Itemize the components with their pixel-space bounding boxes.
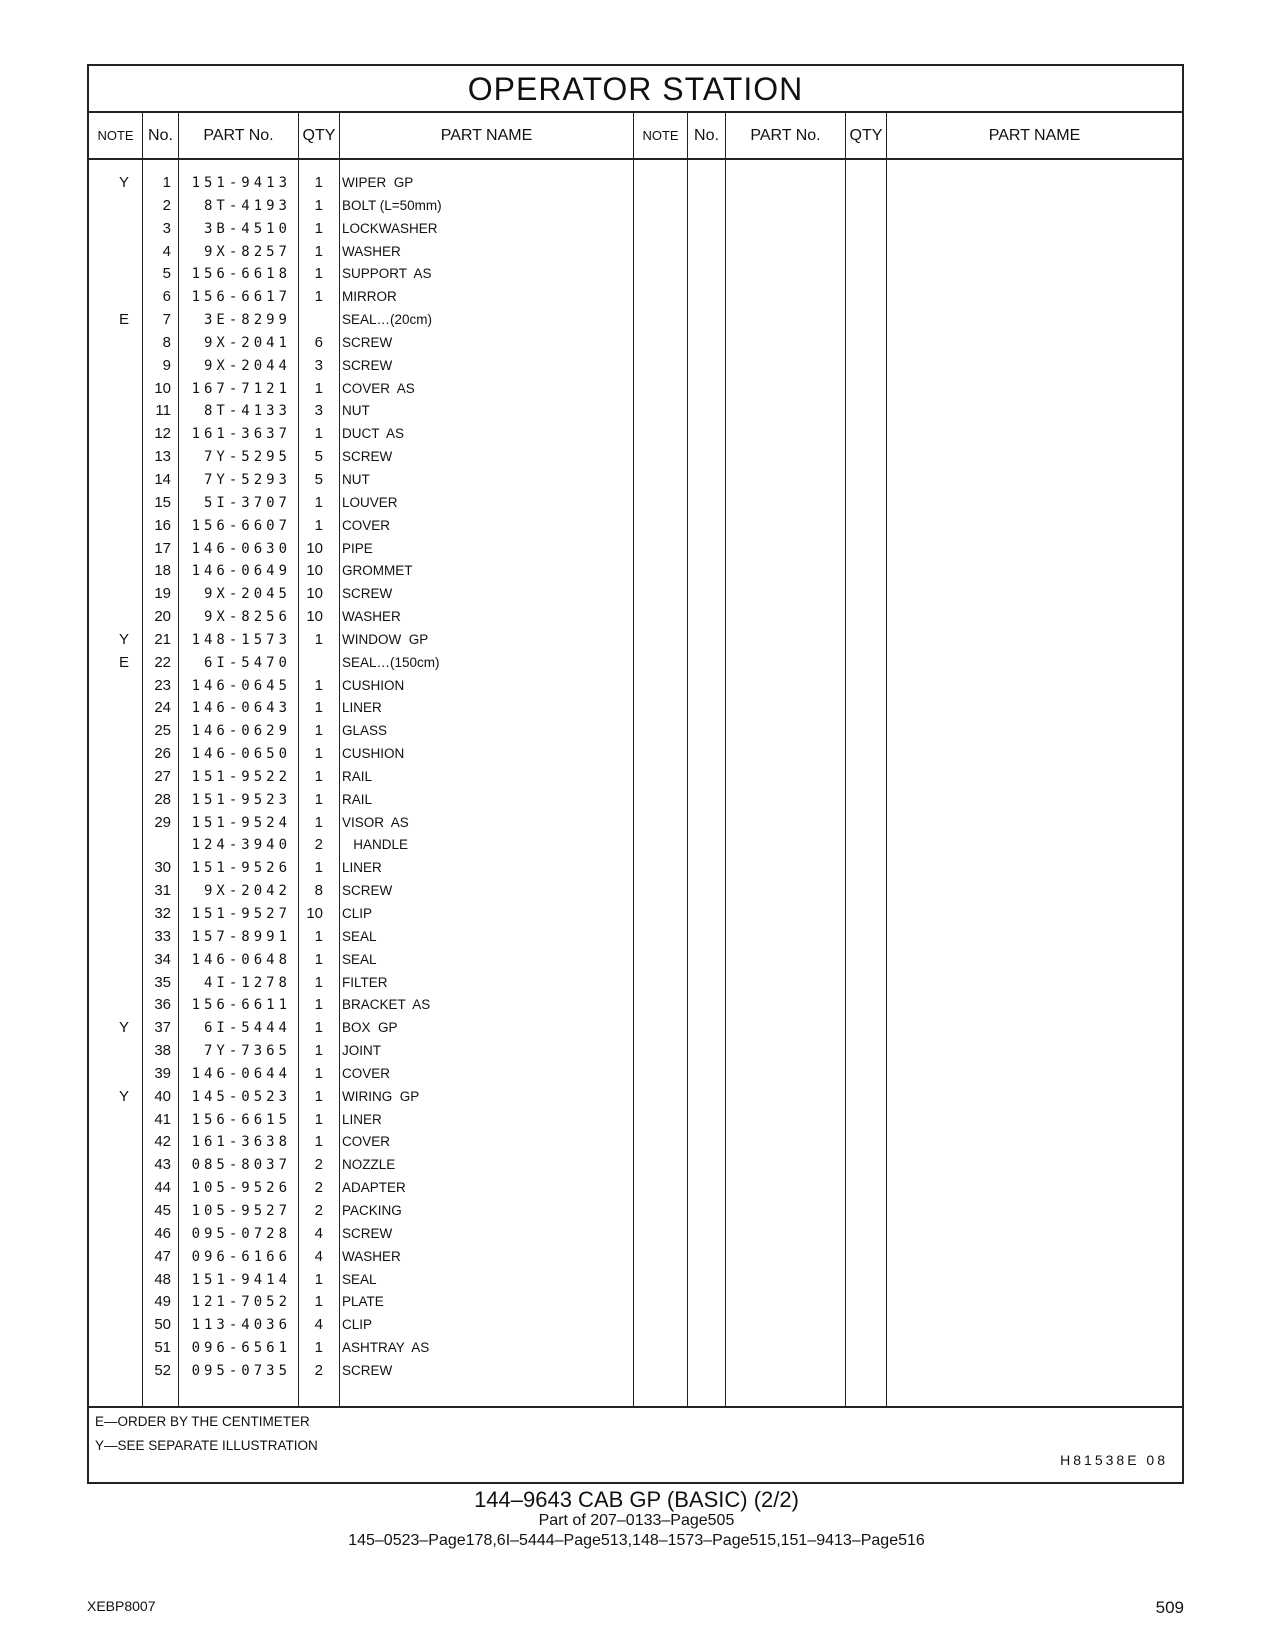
row-part-no: 151-9413: [191, 175, 291, 191]
row-part-no: 7Y-7365: [203, 1043, 291, 1060]
row-part-name: CUSHION: [342, 677, 405, 693]
row-number: 18: [154, 562, 171, 580]
row-part-no: 7Y-5295: [203, 449, 291, 466]
row-part-name: SEAL…(20cm): [342, 312, 433, 328]
row-qty: 4: [314, 1316, 323, 1334]
row-number: 14: [154, 470, 171, 488]
row-part-name: SEAL: [342, 928, 377, 944]
row-number: 8: [162, 333, 171, 351]
row-qty: 1: [314, 1042, 323, 1060]
row-number: 27: [154, 767, 171, 785]
row-part-name: WASHER: [342, 243, 401, 259]
row-qty: 1: [314, 745, 323, 763]
table-row: [89, 697, 634, 720]
row-number: 2: [162, 196, 171, 214]
caption-title: 144–9643 CAB GP (BASIC) (2/2): [474, 1487, 799, 1512]
row-part-no: 146-0629: [191, 723, 291, 740]
row-number: 39: [154, 1064, 171, 1082]
table-row: [89, 766, 634, 789]
row-qty: 1: [314, 425, 323, 443]
table-row: [89, 675, 634, 698]
row-number: 38: [154, 1042, 171, 1060]
row-qty: 10: [306, 562, 323, 580]
row-note: Y: [118, 174, 129, 191]
row-part-name: ADAPTER: [342, 1180, 406, 1196]
row-qty: 1: [314, 927, 323, 945]
row-part-name: SUPPORT AS: [342, 266, 432, 282]
row-qty: 10: [306, 905, 323, 922]
row-part-no: 4I-1278: [203, 974, 291, 991]
column-divider: [687, 160, 688, 1406]
parts-list: [89, 172, 634, 1383]
row-number: 51: [154, 1339, 171, 1357]
row-part-name: CLIP: [342, 1317, 373, 1333]
row-part-no: 161-3637: [191, 426, 291, 443]
row-part-name: WASHER: [342, 1248, 401, 1264]
row-part-no: 8T-4133: [203, 403, 291, 420]
row-qty: 5: [314, 448, 323, 466]
row-part-no: 105-9527: [191, 1202, 291, 1219]
row-part-name: DUCT AS: [342, 426, 405, 442]
row-qty: 1: [314, 767, 323, 785]
row-qty: 1: [314, 1293, 323, 1311]
row-part-name: SEAL: [342, 1271, 377, 1287]
row-note: Y: [118, 1087, 129, 1105]
row-part-no: 146-0650: [191, 746, 291, 763]
table-row: [89, 720, 634, 743]
row-qty: 1: [314, 1087, 323, 1105]
row-number: 35: [154, 973, 171, 991]
row-qty: 3: [314, 356, 323, 374]
row-part-no: 085-8037: [191, 1157, 291, 1174]
header-part-name-right: PART NAME: [988, 127, 1081, 144]
header-part-no-right: PART No.: [726, 113, 846, 158]
row-number: 30: [154, 859, 171, 877]
row-note: E: [118, 311, 129, 329]
row-part-no: 156-6617: [191, 289, 291, 306]
row-qty: 1: [314, 699, 323, 717]
header-part-no: PART No.: [179, 113, 299, 158]
header-note: NOTE: [89, 113, 143, 158]
row-part-name: PACKING: [342, 1202, 402, 1218]
table-row: [89, 1040, 634, 1063]
row-part-no: 146-0645: [191, 677, 291, 694]
row-part-name: SCREW: [342, 1225, 393, 1241]
row-qty: 3: [314, 402, 323, 420]
row-number: 10: [154, 379, 171, 397]
row-part-no: 145-0523: [191, 1088, 291, 1105]
row-part-name: CUSHION: [342, 746, 405, 762]
row-qty: 1: [314, 813, 323, 831]
row-qty: 2: [314, 1361, 323, 1379]
row-part-name: PIPE: [342, 540, 373, 556]
table-row: [89, 812, 634, 835]
row-part-name: SCREW: [342, 586, 393, 602]
row-part-no: 095-0728: [191, 1225, 291, 1242]
row-note: Y: [118, 1019, 129, 1037]
row-part-no: 146-0643: [191, 700, 291, 717]
document-code: H81538E 08: [1060, 1452, 1168, 1468]
table-row: [89, 606, 634, 629]
table-row: [89, 903, 634, 926]
row-part-name: SEAL: [342, 951, 377, 967]
table-row: [89, 423, 634, 446]
row-part-name: VISOR AS: [342, 814, 409, 830]
row-number: 13: [154, 448, 171, 466]
table-row: [89, 1200, 634, 1223]
row-part-no: 9X-8256: [203, 609, 291, 626]
caption-part-of: Part of 207–0133–Page505: [538, 1512, 735, 1529]
legend-y: Y—SEE SEPARATE ILLUSTRATION: [95, 1438, 318, 1453]
table-row: [89, 309, 634, 332]
table-row: [89, 834, 634, 857]
row-part-no: 148-1573: [191, 631, 291, 648]
row-part-no: 9X-8257: [203, 243, 291, 260]
table-row: [89, 492, 634, 515]
row-note: E: [118, 653, 129, 671]
table-row: [89, 1269, 634, 1292]
row-part-no: 167-7121: [191, 380, 291, 397]
row-part-no: 9X-2042: [203, 883, 291, 900]
row-qty: 1: [314, 950, 323, 968]
table-row: [89, 1360, 634, 1383]
row-part-no: 9X-2045: [203, 586, 291, 603]
table-row: [89, 218, 634, 241]
table-body: [89, 160, 1182, 1408]
row-part-no: 8T-4193: [203, 197, 291, 214]
table-row: [89, 1017, 634, 1040]
parts-table: [87, 64, 1184, 1484]
row-number: 20: [154, 608, 171, 626]
header-qty-right: QTY: [846, 113, 887, 158]
row-part-no: 151-9526: [191, 860, 291, 877]
row-part-no: 146-0649: [191, 563, 291, 580]
row-number: 42: [154, 1133, 171, 1151]
table-row: [89, 355, 634, 378]
table-row: [89, 652, 634, 675]
row-number: 48: [154, 1270, 171, 1288]
row-qty: 1: [314, 722, 323, 740]
row-part-name: BOLT (L=50mm): [342, 197, 442, 213]
page-number: 509: [1155, 1598, 1184, 1617]
row-part-name: JOINT: [342, 1043, 381, 1059]
row-part-no: 156-6611: [191, 997, 291, 1014]
row-part-no: 156-6607: [191, 517, 291, 534]
row-number: 5: [162, 265, 171, 283]
row-number: 26: [154, 745, 171, 763]
row-qty: 1: [314, 859, 323, 877]
row-part-no: 096-6561: [191, 1340, 291, 1357]
row-part-name: SCREW: [342, 449, 393, 465]
header-no-right: No.: [688, 113, 726, 158]
table-row: [89, 994, 634, 1017]
table-row: [89, 1177, 634, 1200]
table-row: [89, 1086, 634, 1109]
row-part-name: WINDOW GP: [342, 631, 429, 647]
table-row: [89, 1337, 634, 1360]
row-number: 47: [154, 1247, 171, 1265]
row-qty: 1: [314, 493, 323, 511]
row-part-no: 3E-8299: [203, 312, 291, 329]
row-part-no: 156-6618: [191, 266, 291, 283]
table-row: [89, 880, 634, 903]
table-row: [89, 1291, 634, 1314]
table-row: [89, 926, 634, 949]
row-qty: 1: [314, 174, 323, 191]
row-number: 17: [154, 539, 171, 557]
table-row: [89, 1109, 634, 1132]
table-row: [89, 1063, 634, 1086]
row-qty: 1: [314, 1270, 323, 1288]
row-part-no: 9X-2044: [203, 357, 291, 374]
row-number: 11: [155, 402, 171, 420]
row-number: 36: [154, 996, 171, 1014]
row-number: 29: [154, 813, 171, 831]
table-row: [89, 1223, 634, 1246]
row-number: 24: [154, 699, 171, 717]
table-row: [89, 583, 634, 606]
row-part-no: 6I-5470: [203, 654, 291, 671]
page-title: OPERATOR STATION: [89, 66, 1182, 113]
row-qty: 2: [314, 836, 323, 854]
row-part-name: MIRROR: [342, 289, 397, 305]
row-qty: 2: [314, 1156, 323, 1174]
row-part-name: LINER: [342, 860, 382, 876]
column-divider: [725, 160, 726, 1406]
row-qty: 5: [314, 470, 323, 488]
row-part-no: 124-3940: [191, 837, 291, 854]
caption-references: 145–0523–Page178,6I–5444–Page513,148–1573–Page515,151–9413–Page516: [348, 1532, 925, 1549]
row-part-no: 5I-3707: [203, 494, 291, 511]
row-part-no: 9X-2041: [203, 334, 291, 351]
row-qty: 10: [306, 539, 323, 557]
row-qty: 1: [314, 379, 323, 397]
row-qty: 1: [314, 1133, 323, 1151]
row-number: 33: [154, 927, 171, 945]
row-number: 19: [154, 585, 171, 603]
row-part-name: WASHER: [342, 609, 401, 625]
row-qty: 4: [314, 1247, 323, 1265]
row-qty: 1: [314, 242, 323, 260]
row-number: 45: [154, 1201, 171, 1219]
row-part-no: 146-0648: [191, 951, 291, 968]
table-row: [89, 743, 634, 766]
row-number: 6: [162, 288, 171, 306]
row-qty: 8: [314, 882, 323, 900]
row-part-name: COVER: [342, 1065, 391, 1081]
row-part-name: CLIP: [342, 906, 373, 921]
row-qty: 1: [314, 1110, 323, 1128]
row-qty: 4: [314, 1224, 323, 1242]
row-part-name: GLASS: [342, 723, 388, 739]
row-qty: 1: [314, 996, 323, 1014]
table-row: [89, 1314, 634, 1337]
row-number: 32: [154, 905, 171, 922]
row-part-name: SCREW: [342, 1362, 393, 1378]
table-row: [89, 286, 634, 309]
row-note: Y: [118, 630, 129, 648]
header-note-right: NOTE: [634, 113, 688, 158]
row-part-no: 3B-4510: [203, 220, 291, 237]
table-row: [89, 857, 634, 880]
row-part-name: NOZZLE: [342, 1157, 396, 1173]
row-qty: 1: [314, 516, 323, 534]
row-part-name: LOUVER: [342, 494, 398, 510]
row-number: 9: [162, 356, 171, 374]
row-part-name: COVER: [342, 1134, 391, 1150]
table-row: [89, 332, 634, 355]
header-part-name: PART NAME: [340, 113, 634, 158]
row-qty: 10: [306, 585, 323, 603]
row-part-no: 146-0630: [191, 540, 291, 557]
table-row: [89, 241, 634, 264]
table-row: [89, 172, 634, 195]
row-part-name: WIPER GP: [342, 175, 414, 190]
row-number: 3: [162, 219, 171, 237]
table-row: [89, 469, 634, 492]
row-number: 15: [154, 493, 171, 511]
legend: [89, 1408, 1182, 1484]
row-qty: 1: [314, 265, 323, 283]
row-part-no: 157-8991: [191, 928, 291, 945]
row-number: 31: [154, 882, 171, 900]
row-part-name: PLATE: [342, 1294, 384, 1310]
row-part-name: HANDLE: [342, 837, 409, 853]
column-divider: [845, 160, 846, 1406]
row-part-name: BOX GP: [342, 1020, 398, 1036]
row-number: 34: [154, 950, 171, 968]
row-qty: 2: [314, 1201, 323, 1219]
table-row: [89, 1246, 634, 1269]
row-qty: 1: [314, 196, 323, 214]
row-number: 50: [154, 1316, 171, 1334]
row-qty: 1: [314, 1064, 323, 1082]
row-part-name: RAIL: [342, 791, 373, 807]
row-qty: 1: [314, 676, 323, 694]
row-part-name: COVER AS: [342, 380, 415, 396]
row-part-no: 121-7052: [191, 1294, 291, 1311]
row-number: 49: [154, 1293, 171, 1311]
row-part-name: FILTER: [342, 974, 388, 990]
table-row: [89, 949, 634, 972]
row-part-name: SCREW: [342, 357, 393, 373]
table-row: [89, 629, 634, 652]
row-part-no: 095-0735: [191, 1362, 291, 1379]
table-header: [89, 113, 1182, 160]
column-divider: [886, 160, 887, 1406]
row-part-no: 146-0644: [191, 1065, 291, 1082]
row-qty: 1: [314, 1019, 323, 1037]
row-part-name: NUT: [342, 471, 370, 487]
table-row: [89, 1131, 634, 1154]
row-number: 21: [154, 630, 171, 648]
row-part-no: 156-6615: [191, 1111, 291, 1128]
table-row: [89, 1154, 634, 1177]
row-part-no: 105-9526: [191, 1180, 291, 1197]
table-row: [89, 560, 634, 583]
row-qty: 1: [314, 1339, 323, 1357]
row-part-name: LINER: [342, 1111, 382, 1127]
row-number: 43: [154, 1156, 171, 1174]
row-part-name: LINER: [342, 700, 382, 716]
table-row: [89, 789, 634, 812]
row-qty: 2: [314, 1179, 323, 1197]
row-part-no: 151-9527: [191, 906, 291, 922]
row-part-name: SCREW: [342, 883, 393, 899]
row-part-name: BRACKET AS: [342, 997, 431, 1013]
row-part-name: SEAL…(150cm): [342, 654, 440, 670]
row-number: 40: [154, 1087, 171, 1105]
legend-e: E—ORDER BY THE CENTIMETER: [95, 1414, 310, 1429]
row-number: 44: [154, 1179, 171, 1197]
row-qty: 1: [314, 973, 323, 991]
table-row: [89, 515, 634, 538]
header-qty: QTY: [299, 113, 340, 158]
row-part-name: COVER: [342, 517, 391, 533]
row-part-name: GROMMET: [342, 563, 413, 579]
row-part-no: 151-9524: [191, 814, 291, 831]
table-row: [89, 195, 634, 218]
row-part-no: 113-4036: [191, 1317, 291, 1334]
row-part-no: 151-9523: [191, 791, 291, 808]
table-row: [89, 400, 634, 423]
row-number: 22: [154, 653, 171, 671]
row-number: 41: [154, 1110, 171, 1128]
table-row: [89, 378, 634, 401]
row-number: 37: [154, 1019, 171, 1037]
row-part-no: 151-9414: [191, 1271, 291, 1288]
row-qty: 10: [306, 608, 323, 626]
row-number: 7: [162, 311, 171, 329]
row-part-no: 7Y-5293: [203, 471, 291, 488]
row-part-no: 161-3638: [191, 1134, 291, 1151]
row-number: 52: [154, 1361, 171, 1379]
row-number: 25: [154, 722, 171, 740]
table-row: [89, 972, 634, 995]
row-number: 12: [154, 425, 171, 443]
row-part-no: 096-6166: [191, 1248, 291, 1265]
row-qty: 6: [314, 333, 323, 351]
row-qty: 1: [314, 790, 323, 808]
row-number: 23: [154, 676, 171, 694]
table-row: [89, 446, 634, 469]
caption: [0, 1488, 1273, 1552]
row-qty: 1: [314, 288, 323, 306]
header-no: No.: [143, 113, 179, 158]
row-part-name: WIRING GP: [342, 1088, 420, 1104]
row-number: 46: [154, 1224, 171, 1242]
row-part-name: LOCKWASHER: [342, 220, 438, 236]
row-part-no: 151-9522: [191, 768, 291, 785]
row-number: 1: [162, 174, 171, 191]
table-row: [89, 263, 634, 286]
row-number: 16: [154, 516, 171, 534]
row-part-name: SCREW: [342, 334, 393, 350]
row-part-no: 6I-5444: [203, 1020, 291, 1037]
row-qty: 1: [314, 219, 323, 237]
row-number: 4: [162, 242, 171, 260]
row-part-name: ASHTRAY AS: [342, 1340, 430, 1356]
table-row: [89, 538, 634, 561]
row-part-name: NUT: [342, 403, 370, 419]
row-number: 28: [154, 790, 171, 808]
footer-doc-id: XEBP8007: [87, 1598, 156, 1614]
row-part-name: RAIL: [342, 768, 373, 784]
row-qty: 1: [314, 630, 323, 648]
